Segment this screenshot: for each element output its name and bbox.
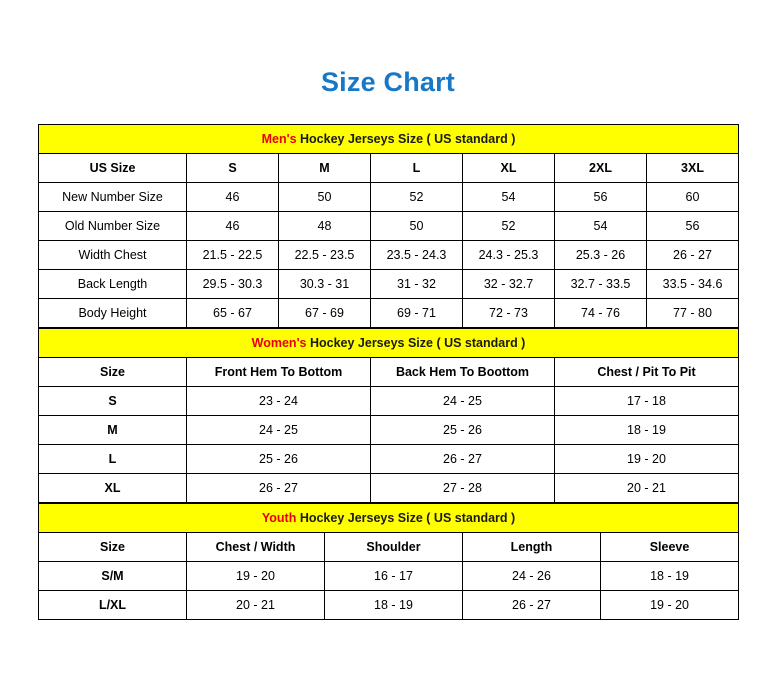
mens-r1-c4: 52 xyxy=(463,211,555,240)
mens-r2-c2: 22.5 - 23.5 xyxy=(279,240,371,269)
mens-r2-c6: 26 - 27 xyxy=(647,240,739,269)
womens-r0-c0: S xyxy=(39,386,187,415)
youth-banner xyxy=(39,503,739,532)
youth-banner-accent: Youth xyxy=(261,510,297,525)
womens-size-table xyxy=(38,328,739,503)
mens-r4-c0: Body Height xyxy=(39,298,187,327)
mens-r4-c4: 72 - 73 xyxy=(463,298,555,327)
youth-r0-c2: 16 - 17 xyxy=(325,561,463,590)
mens-r4-c2: 67 - 69 xyxy=(279,298,371,327)
youth-banner-rest: Hockey Jerseys Size ( US standard ) xyxy=(296,510,516,525)
womens-r1-c3: 18 - 19 xyxy=(555,415,739,444)
womens-r0-c3: 17 - 18 xyxy=(555,386,739,415)
youth-r1-c1: 20 - 21 xyxy=(187,590,325,619)
mens-r4-c6: 77 - 80 xyxy=(647,298,739,327)
table-banner-row xyxy=(39,328,739,357)
mens-r0-c5: 56 xyxy=(555,182,647,211)
mens-r3-c2: 30.3 - 31 xyxy=(279,269,371,298)
mens-r0-c3: 52 xyxy=(371,182,463,211)
mens-r4-c3: 69 - 71 xyxy=(371,298,463,327)
mens-r3-c6: 33.5 - 34.6 xyxy=(647,269,739,298)
womens-r2-c0: L xyxy=(39,444,187,473)
womens-col-2: Back Hem To Boottom xyxy=(371,357,555,386)
womens-r3-c0: XL xyxy=(39,473,187,502)
mens-banner xyxy=(39,124,739,153)
womens-r1-c2: 25 - 26 xyxy=(371,415,555,444)
mens-r1-c0: Old Number Size xyxy=(39,211,187,240)
mens-r4-c1: 65 - 67 xyxy=(187,298,279,327)
table-header-row xyxy=(39,532,739,561)
youth-r0-c3: 24 - 26 xyxy=(463,561,601,590)
page-title: Size Chart xyxy=(320,67,456,97)
table-row xyxy=(39,298,739,327)
mens-r1-c6: 56 xyxy=(647,211,739,240)
table-header-row xyxy=(39,153,739,182)
mens-r1-c2: 48 xyxy=(279,211,371,240)
table-row xyxy=(39,182,739,211)
mens-r2-c1: 21.5 - 22.5 xyxy=(187,240,279,269)
youth-r0-c4: 18 - 19 xyxy=(601,561,739,590)
womens-col-3: Chest / Pit To Pit xyxy=(555,357,739,386)
mens-r3-c5: 32.7 - 33.5 xyxy=(555,269,647,298)
table-row xyxy=(39,269,739,298)
womens-r2-c1: 25 - 26 xyxy=(187,444,371,473)
mens-banner-accent: Men's xyxy=(261,131,297,146)
womens-r3-c3: 20 - 21 xyxy=(555,473,739,502)
mens-col-5: 2XL xyxy=(555,153,647,182)
womens-banner-rest: Hockey Jerseys Size ( US standard ) xyxy=(306,335,526,350)
womens-col-0: Size xyxy=(39,357,187,386)
youth-size-table xyxy=(38,503,739,620)
womens-banner-accent: Women's xyxy=(251,335,307,350)
youth-col-0: Size xyxy=(39,532,187,561)
womens-r1-c1: 24 - 25 xyxy=(187,415,371,444)
mens-r0-c6: 60 xyxy=(647,182,739,211)
mens-size-table xyxy=(38,124,739,328)
mens-banner-rest: Hockey Jerseys Size ( US standard ) xyxy=(296,131,516,146)
mens-r0-c2: 50 xyxy=(279,182,371,211)
table-row xyxy=(39,590,739,619)
mens-r1-c1: 46 xyxy=(187,211,279,240)
table-row xyxy=(39,386,739,415)
mens-r0-c0: New Number Size xyxy=(39,182,187,211)
table-row xyxy=(39,473,739,502)
womens-r1-c0: M xyxy=(39,415,187,444)
table-row xyxy=(39,444,739,473)
mens-col-3: L xyxy=(371,153,463,182)
table-row xyxy=(39,415,739,444)
mens-r3-c0: Back Length xyxy=(39,269,187,298)
mens-col-6: 3XL xyxy=(647,153,739,182)
mens-col-1: S xyxy=(187,153,279,182)
youth-r1-c2: 18 - 19 xyxy=(325,590,463,619)
mens-r2-c4: 24.3 - 25.3 xyxy=(463,240,555,269)
youth-col-2: Shoulder xyxy=(325,532,463,561)
youth-r0-c0: S/M xyxy=(39,561,187,590)
mens-col-4: XL xyxy=(463,153,555,182)
mens-r2-c3: 23.5 - 24.3 xyxy=(371,240,463,269)
table-banner-row xyxy=(39,503,739,532)
mens-r0-c1: 46 xyxy=(187,182,279,211)
table-row xyxy=(39,240,739,269)
youth-r1-c0: L/XL xyxy=(39,590,187,619)
mens-r4-c5: 74 - 76 xyxy=(555,298,647,327)
table-row xyxy=(39,561,739,590)
size-chart-tables xyxy=(38,124,738,620)
womens-r3-c2: 27 - 28 xyxy=(371,473,555,502)
womens-r0-c2: 24 - 25 xyxy=(371,386,555,415)
youth-r1-c4: 19 - 20 xyxy=(601,590,739,619)
mens-r1-c3: 50 xyxy=(371,211,463,240)
youth-col-3: Length xyxy=(463,532,601,561)
womens-r2-c2: 26 - 27 xyxy=(371,444,555,473)
womens-banner xyxy=(39,328,739,357)
womens-r0-c1: 23 - 24 xyxy=(187,386,371,415)
mens-r1-c5: 54 xyxy=(555,211,647,240)
youth-r0-c1: 19 - 20 xyxy=(187,561,325,590)
womens-r3-c1: 26 - 27 xyxy=(187,473,371,502)
mens-col-0: US Size xyxy=(39,153,187,182)
mens-r3-c3: 31 - 32 xyxy=(371,269,463,298)
youth-r1-c3: 26 - 27 xyxy=(463,590,601,619)
table-row xyxy=(39,211,739,240)
mens-r3-c1: 29.5 - 30.3 xyxy=(187,269,279,298)
womens-r2-c3: 19 - 20 xyxy=(555,444,739,473)
table-header-row xyxy=(39,357,739,386)
mens-r3-c4: 32 - 32.7 xyxy=(463,269,555,298)
youth-col-1: Chest / Width xyxy=(187,532,325,561)
mens-col-2: M xyxy=(279,153,371,182)
mens-r0-c4: 54 xyxy=(463,182,555,211)
mens-r2-c0: Width Chest xyxy=(39,240,187,269)
mens-r2-c5: 25.3 - 26 xyxy=(555,240,647,269)
womens-col-1: Front Hem To Bottom xyxy=(187,357,371,386)
table-banner-row xyxy=(39,124,739,153)
youth-col-4: Sleeve xyxy=(601,532,739,561)
